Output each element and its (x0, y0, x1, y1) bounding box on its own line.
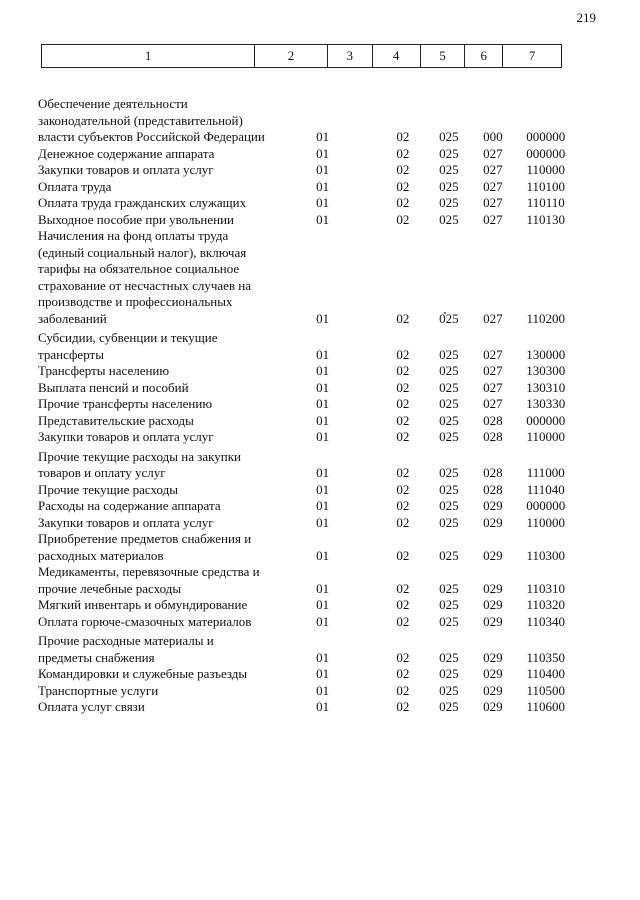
table-row (38, 597, 578, 614)
code-expense-type: 029 (483, 613, 503, 629)
code-expense-type: 029 (483, 699, 503, 714)
code-subsection: 02 (396, 412, 410, 428)
column-header-5: 5 (421, 45, 466, 67)
code-economic-class: 130300 (526, 363, 566, 378)
table-row (38, 429, 578, 446)
code-subsection: 02 (396, 498, 410, 513)
code-section: 01 (316, 396, 330, 411)
row-name: Оплата труда гражданских служащих (38, 195, 247, 210)
column-header-4: 4 (373, 45, 421, 67)
table-row (38, 699, 578, 716)
code-section: 01 (316, 310, 330, 326)
code-subsection: 02 (396, 547, 410, 563)
code-subsection: 02 (396, 162, 410, 177)
row-name: Трансферты населению (38, 363, 170, 378)
code-target-article: 025 (439, 666, 459, 681)
row-name: Приобретение предметов снабжения и расходных материалов (38, 531, 252, 563)
column-header-1: 1 (42, 45, 255, 67)
row-name: Выплата пенсий и пособий (38, 379, 189, 395)
code-section: 01 (316, 129, 330, 144)
code-economic-class: 110000 (526, 162, 565, 177)
code-target-article: 025 (439, 162, 459, 177)
budget-classification-list (38, 96, 578, 716)
code-section: 01 (316, 699, 330, 714)
code-subsection: 02 (396, 465, 410, 480)
row-name: Оплата труда (38, 178, 112, 194)
code-economic-class: 110110 (526, 195, 565, 210)
table-row (38, 195, 578, 212)
row-name: Денежное содержание аппарата (38, 145, 215, 161)
table-row (38, 413, 578, 430)
code-economic-class: 110310 (526, 580, 565, 596)
code-economic-class: 130330 (526, 396, 566, 411)
code-subsection: 02 (396, 481, 410, 497)
code-subsection: 02 (396, 145, 410, 161)
code-expense-type: 000 (483, 129, 503, 144)
table-row (38, 633, 578, 666)
table-row (38, 531, 578, 564)
code-target-article: 025 (439, 429, 459, 444)
code-expense-type: 028 (483, 465, 503, 480)
code-target-article: 025 (439, 613, 459, 629)
table-row (38, 228, 578, 327)
table-row (38, 498, 578, 515)
table-row (38, 96, 578, 146)
code-expense-type: 029 (483, 649, 503, 665)
code-target-article: 025 (439, 597, 459, 612)
row-name: Командировки и служебные разъезды (38, 666, 248, 681)
code-section: 01 (316, 195, 330, 210)
code-target-article: 025 (439, 412, 459, 428)
code-subsection: 02 (396, 649, 410, 665)
table-row (38, 212, 578, 229)
code-expense-type: 028 (483, 481, 503, 497)
code-section: 01 (316, 363, 330, 378)
code-section: 01 (316, 498, 330, 513)
code-economic-class: 110500 (526, 682, 565, 698)
column-header-2: 2 (255, 45, 328, 67)
code-economic-class: 110400 (526, 666, 565, 681)
row-name: Закупки товаров и оплата услуг (38, 514, 214, 530)
table-row (38, 179, 578, 196)
code-economic-class: 110200 (526, 310, 565, 326)
code-economic-class: 111000 (526, 465, 565, 480)
code-section: 01 (316, 649, 330, 665)
table-row (38, 330, 578, 363)
code-target-article: 025 (439, 465, 459, 480)
code-subsection: 02 (396, 195, 410, 210)
table-row (38, 380, 578, 397)
code-target-article: 025 (439, 211, 459, 227)
table-row (38, 482, 578, 499)
code-target-article: 025 (439, 514, 459, 530)
row-name: Закупки товаров и оплата услуг (38, 429, 214, 444)
code-economic-class: 110340 (526, 613, 565, 629)
code-expense-type: 029 (483, 580, 503, 596)
row-name: Обеспечение деятельности законодательной (представительной) власти субъектов Российской Федерации (38, 96, 265, 144)
code-expense-type: 027 (483, 346, 503, 362)
code-section: 01 (316, 178, 330, 194)
code-target-article: 025 (439, 310, 459, 326)
row-name: Оплата услуг связи (38, 699, 145, 714)
code-target-article: 025 (439, 498, 459, 513)
code-target-article: 025 (439, 346, 459, 362)
code-economic-class: 110000 (526, 514, 565, 530)
row-name: Медикаменты, перевязочные средства и прочие лечебные расходы (38, 564, 260, 596)
code-subsection: 02 (396, 597, 410, 612)
code-subsection: 02 (396, 580, 410, 596)
table-row (38, 146, 578, 163)
code-section: 01 (316, 597, 330, 612)
column-header-6: 6 (465, 45, 503, 67)
column-header-table (41, 44, 562, 68)
column-header-3: 3 (328, 45, 373, 67)
code-target-article: 025 (439, 178, 459, 194)
row-name: Выходное пособие при увольнении (38, 211, 234, 227)
code-expense-type: 028 (483, 429, 503, 444)
code-expense-type: 027 (483, 379, 503, 395)
code-economic-class: 000000 (526, 129, 566, 144)
row-name: Транспортные услуги (38, 682, 159, 698)
code-target-article: 025 (439, 129, 459, 144)
code-subsection: 02 (396, 310, 410, 326)
code-section: 01 (316, 514, 330, 530)
code-expense-type: 027 (483, 162, 503, 177)
code-expense-type: 029 (483, 498, 503, 513)
table-row (38, 162, 578, 179)
code-expense-type: 027 (483, 195, 503, 210)
code-subsection: 02 (396, 699, 410, 714)
code-economic-class: 111040 (526, 481, 565, 497)
code-subsection: 02 (396, 613, 410, 629)
row-name: Оплата горюче-смазочных материалов (38, 613, 252, 629)
code-subsection: 02 (396, 666, 410, 681)
table-row (38, 564, 578, 597)
code-section: 01 (316, 465, 330, 480)
code-economic-class: 110130 (526, 211, 565, 227)
code-subsection: 02 (396, 363, 410, 378)
row-name: Мягкий инвентарь и обмундирование (38, 597, 248, 612)
code-economic-class: 130310 (526, 379, 566, 395)
code-subsection: 02 (396, 396, 410, 411)
code-expense-type: 027 (483, 310, 503, 326)
code-subsection: 02 (396, 346, 410, 362)
table-row (38, 515, 578, 532)
table-row (38, 363, 578, 380)
row-name: Прочие расходные материалы и предметы снабжения (38, 633, 214, 665)
code-expense-type: 029 (483, 682, 503, 698)
code-section: 01 (316, 666, 330, 681)
row-name: Расходы на содержание аппарата (38, 498, 221, 513)
code-subsection: 02 (396, 429, 410, 444)
table-row (38, 666, 578, 683)
code-economic-class: 000000 (526, 498, 566, 513)
row-name: Прочие трансферты населению (38, 396, 213, 411)
code-subsection: 02 (396, 178, 410, 194)
code-subsection: 02 (396, 379, 410, 395)
code-section: 01 (316, 580, 330, 596)
code-expense-type: 027 (483, 211, 503, 227)
code-expense-type: 027 (483, 145, 503, 161)
code-target-article: 025 (439, 682, 459, 698)
code-target-article: 025 (439, 699, 459, 714)
table-row (38, 683, 578, 700)
code-expense-type: 029 (483, 666, 503, 681)
code-economic-class: 110600 (526, 699, 565, 714)
code-section: 01 (316, 162, 330, 177)
code-expense-type: 027 (483, 396, 503, 411)
row-name: Субсидии, субвенции и текущие трансферты (38, 330, 218, 362)
code-economic-class: 110350 (526, 649, 565, 665)
code-section: 01 (316, 613, 330, 629)
row-name: Представительские расходы (38, 412, 194, 428)
row-name: Прочие текущие расходы на закупки товаров и оплату услуг (38, 448, 241, 480)
code-economic-class: 110320 (526, 597, 565, 612)
code-section: 01 (316, 412, 330, 428)
row-name: Закупки товаров и оплата услуг (38, 162, 214, 177)
table-row (38, 614, 578, 631)
code-economic-class: 110100 (526, 178, 565, 194)
code-section: 01 (316, 481, 330, 497)
table-row (38, 396, 578, 413)
column-header-7: 7 (528, 48, 536, 63)
code-target-article: 025 (439, 145, 459, 161)
code-expense-type: 027 (483, 363, 503, 378)
code-target-article: 025 (439, 580, 459, 596)
code-subsection: 02 (396, 682, 410, 698)
code-expense-type: 029 (483, 514, 503, 530)
code-target-article: 025 (439, 396, 459, 411)
code-subsection: 02 (396, 129, 410, 144)
code-section: 01 (316, 682, 330, 698)
code-target-article: 025 (439, 649, 459, 665)
page-number: 219 (576, 10, 596, 25)
code-target-article: 025 (439, 379, 459, 395)
code-economic-class: 000000 (526, 145, 566, 161)
code-expense-type: 027 (483, 178, 503, 194)
code-target-article: 025 (439, 195, 459, 210)
code-subsection: 02 (396, 211, 410, 227)
code-expense-type: 029 (483, 597, 503, 612)
code-target-article: 025 (439, 363, 459, 378)
code-section: 01 (316, 379, 330, 395)
code-economic-class: 000000 (526, 412, 566, 428)
code-target-article: 025 (439, 547, 459, 563)
code-section: 01 (316, 547, 330, 563)
code-section: 01 (316, 211, 330, 227)
row-name: Прочие текущие расходы (38, 481, 178, 497)
code-target-article: 025 (439, 481, 459, 497)
code-section: 01 (316, 346, 330, 362)
code-expense-type: 029 (483, 547, 503, 563)
code-economic-class: 130000 (526, 346, 566, 362)
code-economic-class: 110000 (526, 429, 565, 444)
code-section: 01 (316, 145, 330, 161)
code-expense-type: 028 (483, 412, 503, 428)
row-name: Начисления на фонд оплаты труда (единый социальный налог), включая тарифы на обязательное социальное страхование от несчастных случаев на производстве и профессиональных заболеваний (38, 228, 252, 326)
code-subsection: 02 (396, 514, 410, 530)
code-economic-class: 110300 (526, 547, 565, 563)
table-row (38, 449, 578, 482)
code-section: 01 (316, 429, 330, 444)
